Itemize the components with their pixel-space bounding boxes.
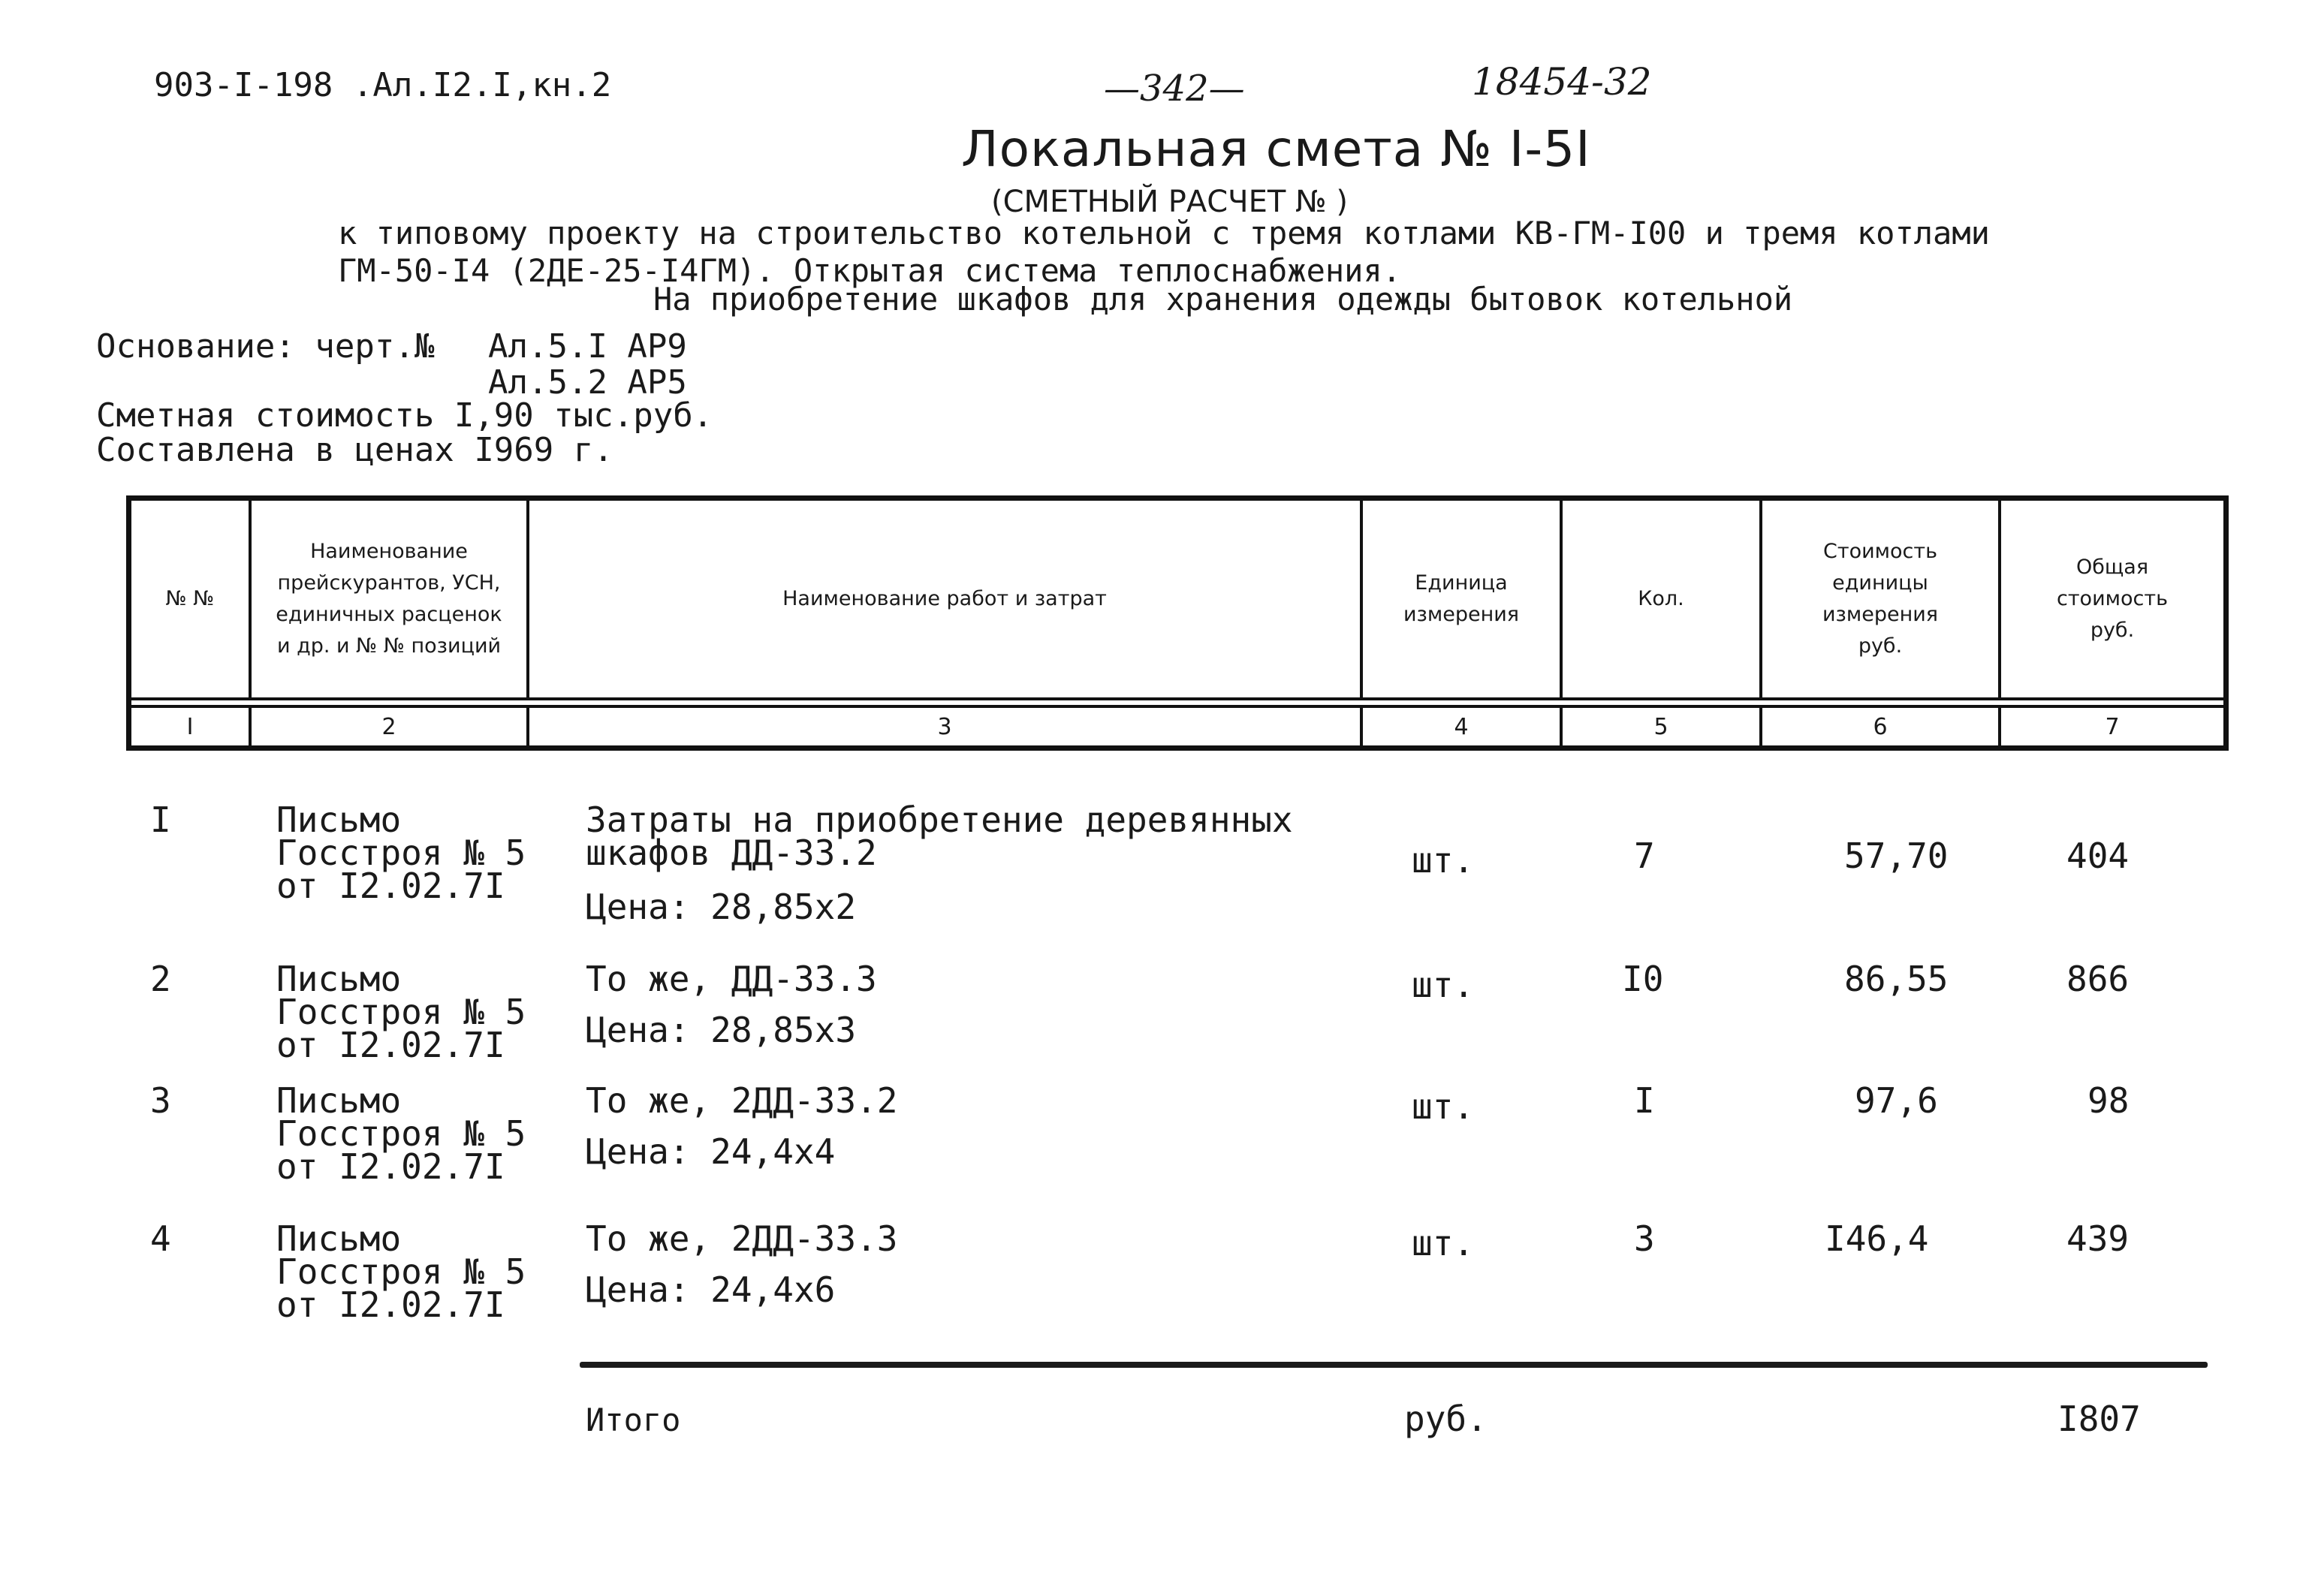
row-total: 404 [2066, 836, 2130, 876]
column-number: 4 [1363, 708, 1563, 745]
row-unit-cost: I46,4 [1825, 1218, 1929, 1259]
page-title: Локальная смета № I-5I [961, 120, 1591, 178]
row-qty: I [1634, 1080, 1655, 1121]
total-label: Итого [586, 1402, 681, 1438]
row-price-note: Цена: 28,85x2 [586, 887, 857, 927]
row-source: Письмо Госстроя № 5 от I2.02.7I [276, 800, 526, 906]
basis-label: Основание: черт.№ [96, 327, 435, 366]
column-number: 2 [252, 708, 529, 745]
column-header-total: Общая стоимость руб. [2056, 556, 2168, 642]
column-header-qty: Кол. [1563, 501, 1762, 697]
row-number: 2 [150, 959, 171, 999]
column-header-unit-cost: Стоимость единицы измерения руб. [1762, 501, 2001, 697]
row-unit-cost: 97,6 [1855, 1080, 1938, 1121]
row-source: Письмо Госстроя № 5 от I2.02.7I [276, 1080, 526, 1187]
description-line-3: На приобретение шкафов для хранения одежды бытовок котельной [653, 281, 1793, 318]
column-number: 3 [529, 708, 1363, 745]
row-total: 439 [2066, 1218, 2130, 1259]
total-unit: руб. [1404, 1399, 1488, 1439]
row-qty: 7 [1634, 836, 1655, 876]
total-value: I807 [2057, 1399, 2141, 1439]
prices-year: Составлена в ценах I969 г. [96, 431, 613, 469]
row-number: 3 [150, 1080, 171, 1121]
row-work: То же, ДД-33.3 [586, 959, 877, 999]
estimated-cost: Сметная стоимость I,90 тыс.руб. [96, 396, 713, 435]
row-qty: I0 [1622, 959, 1664, 999]
row-unit-cost: 57,70 [1844, 836, 1949, 876]
description-line-1: к типовому проекту на строительство котельной с тремя котлами КВ-ГМ-I00 и тремя котлами [338, 215, 1990, 251]
row-price-note: Цена: 28,85x3 [586, 1010, 857, 1050]
column-number: 5 [1563, 708, 1762, 745]
row-total: 866 [2066, 959, 2130, 999]
basis-drawing-2: Ал.5.2 АР5 [488, 363, 687, 402]
row-qty: 3 [1634, 1218, 1655, 1259]
page-number: —342— [1104, 68, 1245, 110]
column-header-source: Наименование прейскурантов, УСН, единичных расценок и др. и № № позиций [252, 501, 529, 697]
row-number: 4 [150, 1218, 171, 1259]
row-unit-cost: 86,55 [1844, 959, 1949, 999]
row-work: То же, 2ДД-33.3 [586, 1218, 898, 1259]
document-code: 903-I-198 .Ал.I2.I,кн.2 [154, 66, 612, 104]
estimate-subtitle: (СМЕТНЫЙ РАСЧЕТ № ) [991, 185, 1348, 219]
column-header-unit: Единица измерения [1363, 501, 1563, 697]
row-work: Затраты на приобретение деревянных шкафов ДД-33.2 [586, 800, 1293, 873]
description-line-2: ГМ-50-I4 (2ДЕ-25-I4ГМ). Открытая система теплоснабжения. [338, 252, 1402, 289]
handwritten-doc-number: 18454-32 [1472, 60, 1652, 104]
total-rule [580, 1362, 2208, 1368]
row-work: То же, 2ДД-33.2 [586, 1080, 898, 1121]
row-price-note: Цена: 24,4x6 [586, 1269, 836, 1310]
row-unit: шт. [1412, 965, 1475, 1005]
row-source: Письмо Госстроя № 5 от I2.02.7I [276, 1218, 526, 1325]
row-unit: шт. [1412, 1223, 1475, 1263]
column-header-work: Наименование работ и затрат [529, 501, 1363, 697]
basis-drawing-1: Ал.5.I АР9 [488, 327, 687, 366]
row-unit: шт. [1412, 1086, 1475, 1127]
row-source: Письмо Госстроя № 5 от I2.02.7I [276, 959, 526, 1065]
column-number: 7 [2105, 713, 2120, 740]
column-number: I [131, 708, 252, 745]
row-total: 98 [2087, 1080, 2130, 1121]
table-header [126, 495, 2229, 751]
column-header-no: № № [131, 501, 252, 697]
header-separator [131, 697, 2223, 708]
row-number: I [150, 800, 171, 840]
row-price-note: Цена: 24,4x4 [586, 1131, 836, 1172]
row-unit: шт. [1412, 840, 1475, 881]
column-number: 6 [1762, 708, 2001, 745]
